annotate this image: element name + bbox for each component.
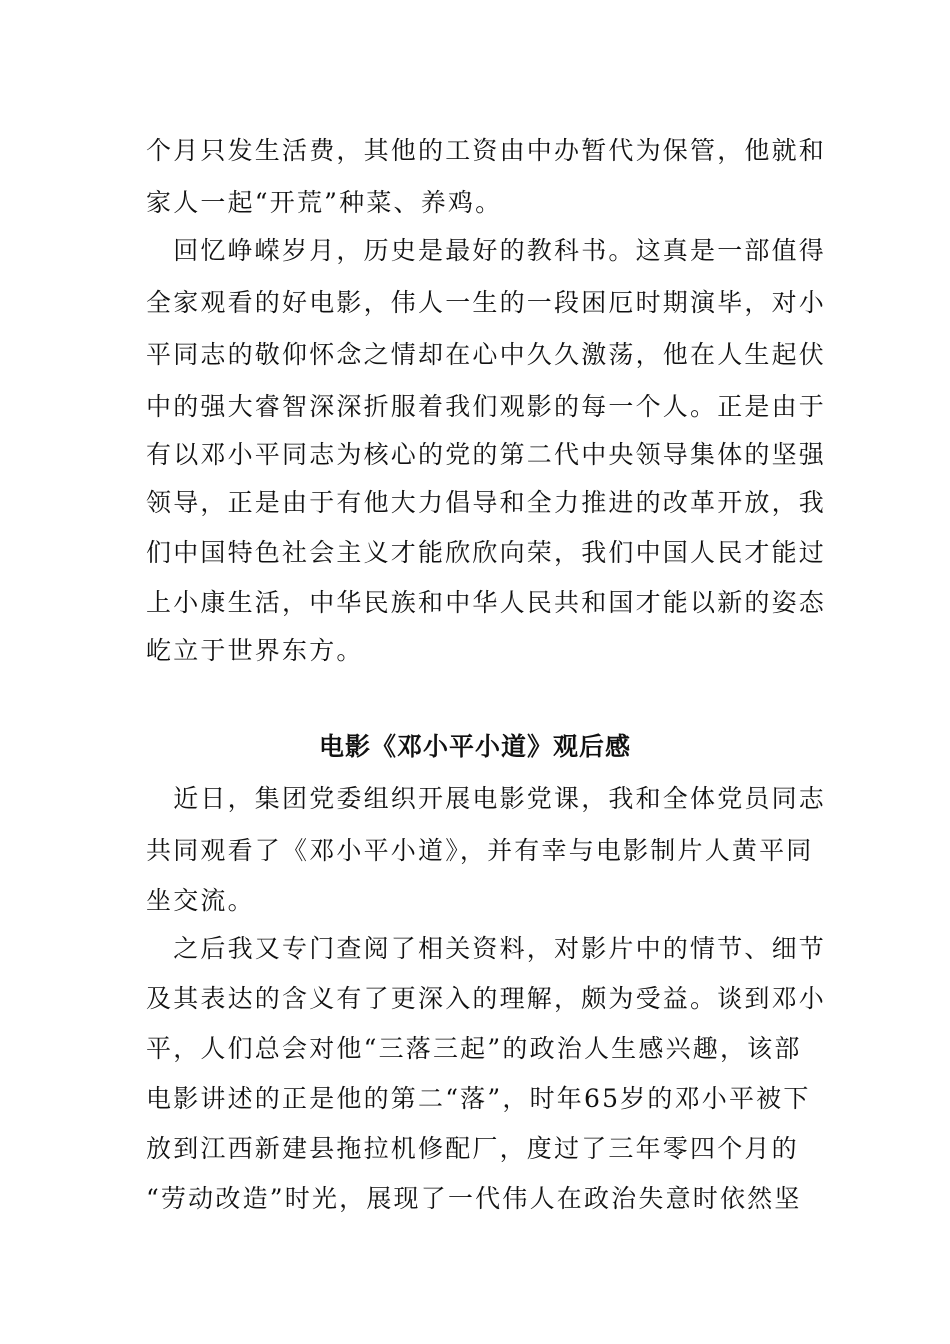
paragraph-line: 全家观看的好电影，伟人一生的一段困厄时期演毕，对小 — [146, 288, 827, 317]
paragraph-line: 领导，正是由于有他大力倡导和全力推进的改革开放，我 — [146, 488, 827, 517]
paragraph-line: 屹立于世界东方。 — [146, 636, 364, 665]
paragraph-line: 电影讲述的正是他的第二“落”，时年65岁的邓小平被下 — [146, 1084, 811, 1113]
paragraph-line: 个月只发生活费，其他的工资由中办暂代为保管，他就和 — [146, 136, 827, 165]
paragraph-line: 平，人们总会对他“三落三起”的政治人生感兴趣，该部 — [146, 1034, 802, 1063]
paragraph-line: 上小康生活，中华民族和中华人民共和国才能以新的姿态 — [146, 588, 827, 617]
paragraph-line: 回忆峥嵘岁月，历史是最好的教科书。这真是一部值得 — [146, 236, 827, 265]
section-title: 电影《邓小平小道》观后感 — [318, 732, 631, 761]
paragraph-line: 平同志的敬仰怀念之情却在心中久久激荡，他在人生起伏 — [146, 340, 827, 369]
paragraph-line: 家人一起“开荒”种菜、养鸡。 — [146, 188, 503, 217]
paragraph-line: 之后我又专门查阅了相关资料，对影片中的情节、细节 — [146, 934, 827, 963]
paragraph-line: 共同观看了《邓小平小道》，并有幸与电影制片人黄平同 — [146, 836, 814, 865]
paragraph-line: 中的强大睿智深深折服着我们观影的每一个人。正是由于 — [146, 392, 827, 421]
paragraph-line: 们中国特色社会主义才能欣欣向荣，我们中国人民才能过 — [146, 538, 827, 567]
paragraph-line: 放到江西新建县拖拉机修配厂，度过了三年零四个月的 — [146, 1134, 799, 1163]
paragraph-line: 及其表达的含义有了更深入的理解，颇为受益。谈到邓小 — [146, 984, 827, 1013]
paragraph-line: “劳动改造”时光，展现了一代伟人在政治失意时依然坚 — [146, 1184, 802, 1213]
paragraph-line: 坐交流。 — [146, 886, 255, 915]
paragraph-line: 近日，集团党委组织开展电影党课，我和全体党员同志 — [146, 784, 827, 813]
paragraph-line: 有以邓小平同志为核心的党的第二代中央领导集体的坚强 — [146, 440, 827, 469]
